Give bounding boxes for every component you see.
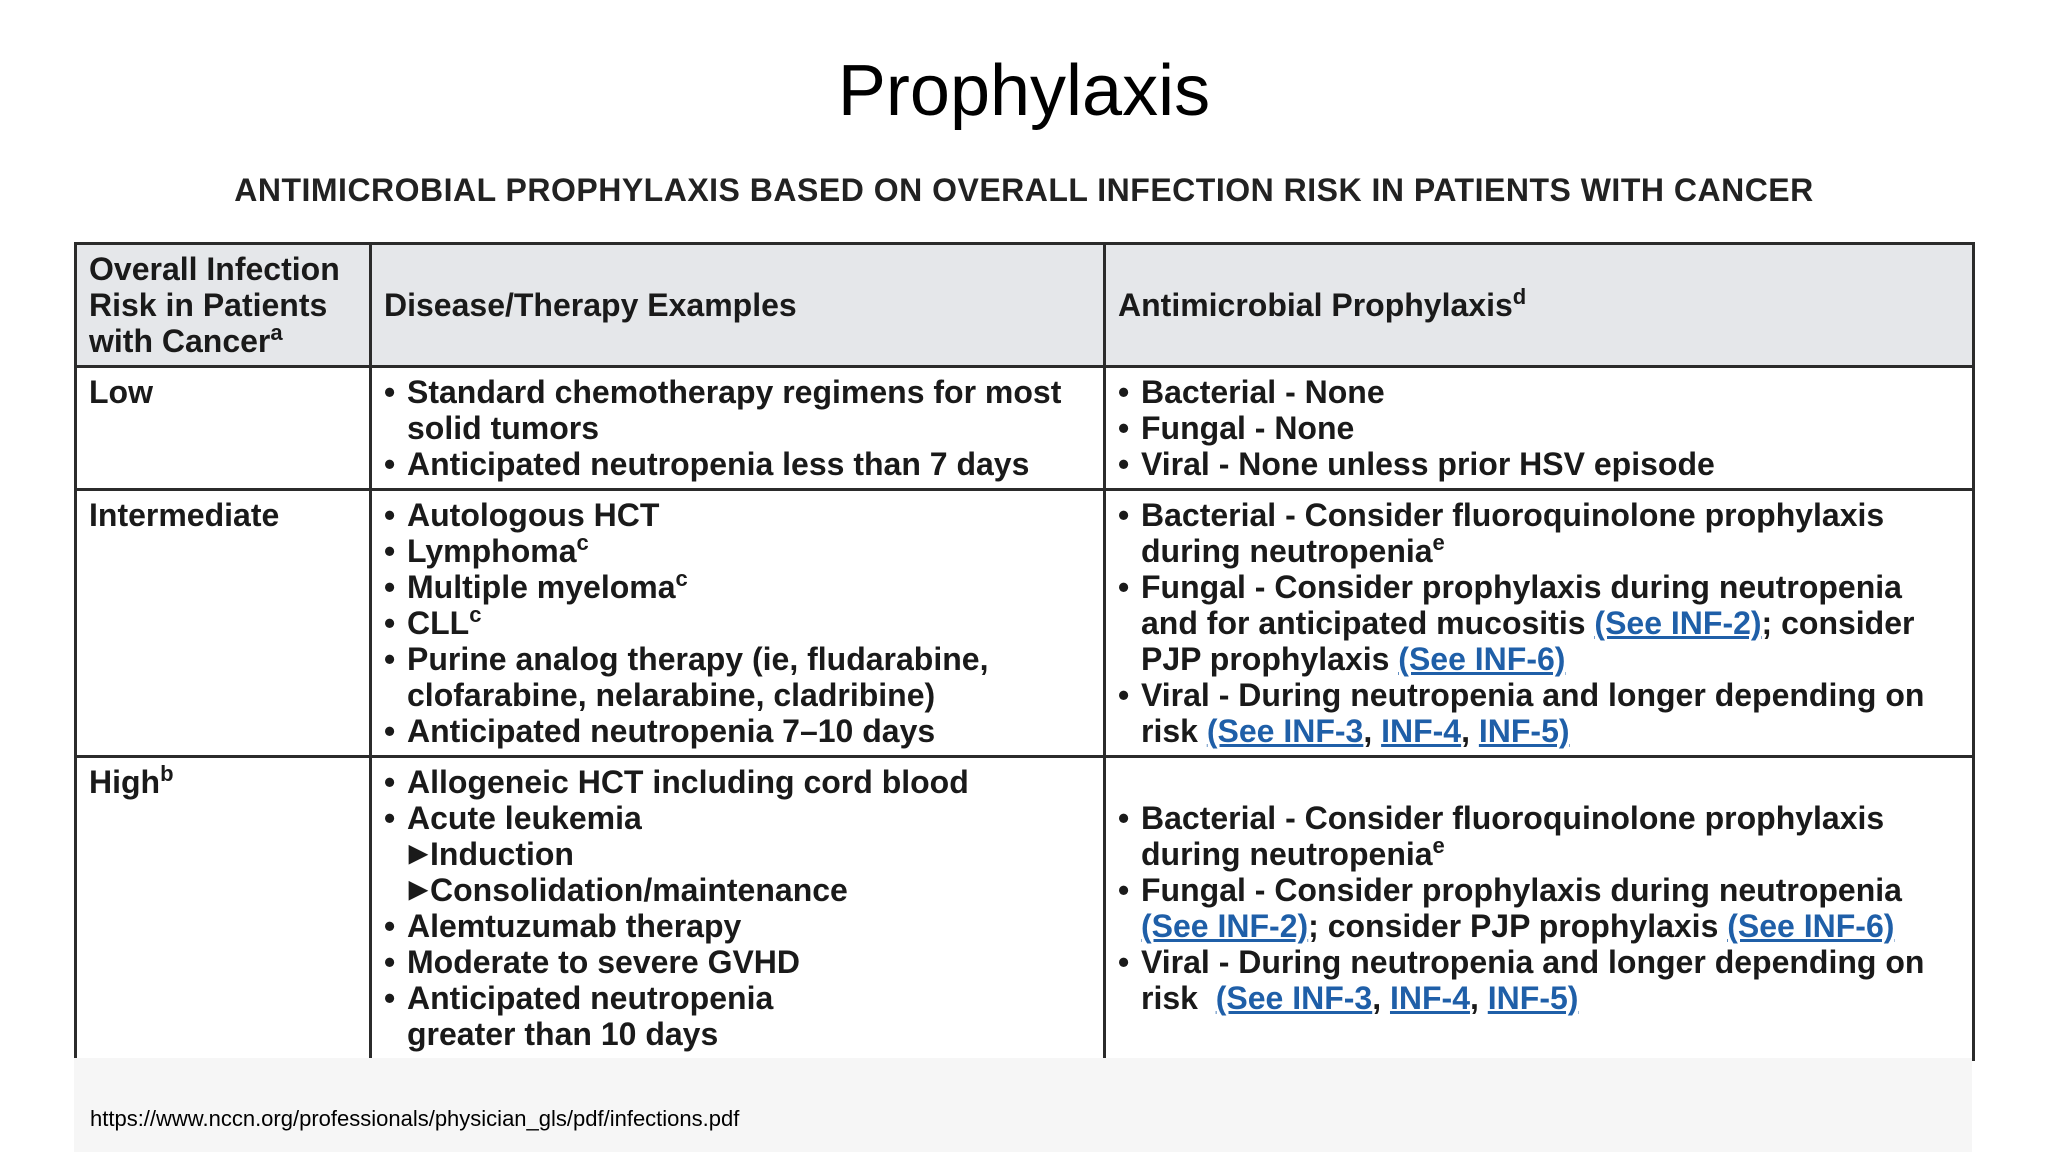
risk-cell: Intermediate <box>76 490 371 757</box>
link-inf-3[interactable]: (See INF-3 <box>1215 980 1373 1016</box>
list-item: • Viral - None unless prior HSV episode <box>1118 446 1960 482</box>
slide-title: Prophylaxis <box>837 51 1211 131</box>
list-item: • Multiple myeloma$^c$ <box>384 569 1091 605</box>
link-inf-3[interactable]: (See INF-3 <box>1206 713 1364 749</box>
table-header-row <box>76 244 1974 367</box>
list-item: • Viral - During neutropenia and longer depending on risk (See INF-3, INF-4, INF-5) <box>1118 677 1960 749</box>
table-row-intermediate <box>76 490 1974 757</box>
prophylaxis-cell <box>1105 490 1974 757</box>
list-item: • Purine analog therapy (ie, fludarabine, clofarabine, nelarabine, cladribine) <box>384 641 1091 713</box>
list-item: • Anticipated neutropenia greater than 10 days <box>384 980 827 1052</box>
footnote-marker: c <box>675 566 688 591</box>
list-item: • Bacterial - Consider fluoroquinolone prophylaxis during neutropenia$^e$ <box>1118 800 1960 872</box>
table-row-high <box>76 757 1974 1060</box>
footnote-marker: d <box>1512 284 1527 309</box>
link-inf-6[interactable]: (See INF-6) <box>1398 641 1566 677</box>
list-item: • Fungal - Consider prophylaxis during neutropenia (See INF-2); consider PJP prophylaxis (See INF-6) <box>1118 872 1960 944</box>
prophylaxis-table <box>74 242 1975 1061</box>
source-url: https://www.nccn.org/professionals/physician_gls/pdf/infections.pdf <box>90 1106 740 1131</box>
link-inf-4[interactable]: INF-4 <box>1381 713 1462 749</box>
link-inf-6[interactable]: (See INF-6) <box>1727 908 1895 944</box>
disease-cell <box>371 367 1105 490</box>
footnote-marker: e <box>1432 530 1445 555</box>
header-risk: Overall Infection Risk in Patients with Cancer$^a$ <box>76 244 371 367</box>
list-item: • Anticipated neutropenia 7–10 days <box>384 713 1091 749</box>
disease-cell <box>371 757 1105 1060</box>
list-item: • Bacterial - None <box>1118 374 1960 410</box>
list-item: • Alemtuzumab therapy <box>384 908 1091 944</box>
list-item: • Acute leukemia ▶ Induction ▶ Consolidation/maintenance <box>384 800 1091 908</box>
triangle-bullet-icon: ▶ <box>409 840 428 867</box>
footnote-marker: c <box>469 602 482 627</box>
risk-cell: High$^b$ <box>76 757 371 1060</box>
table-row-low <box>76 367 1974 490</box>
list-item: • Lymphoma$^c$ <box>384 533 1091 569</box>
list-item: • Viral - During neutropenia and longer depending on risk (See INF-3, INF-4, INF-5) <box>1118 944 1960 1016</box>
link-inf-4[interactable]: INF-4 <box>1389 980 1470 1016</box>
list-item: • Bacterial - Consider fluoroquinolone prophylaxis during neutropenia$^e$ <box>1118 497 1960 569</box>
list-item: • Standard chemotherapy regimens for most solid tumors <box>384 374 1091 446</box>
header-prophylaxis: Antimicrobial Prophylaxis$^d$ <box>1105 244 1974 367</box>
sub-list-item: ▶ Consolidation/maintenance <box>409 872 848 908</box>
spacer <box>1118 764 1960 800</box>
list-item: • Anticipated neutropenia less than 7 days <box>384 446 1091 482</box>
triangle-bullet-icon: ▶ <box>409 876 428 903</box>
footnote-marker: c <box>576 530 589 555</box>
disease-cell <box>371 490 1105 757</box>
link-inf-2[interactable]: (See INF-2) <box>1141 908 1309 944</box>
footnote-marker: a <box>270 320 283 345</box>
list-item: • Allogeneic HCT including cord blood <box>384 764 1091 800</box>
list-item: • Autologous HCT <box>384 497 1091 533</box>
header-disease: Disease/Therapy Examples <box>371 244 1105 367</box>
table-caption: ANTIMICROBIAL PROPHYLAXIS BASED ON OVERALL INFECTION RISK IN PATIENTS WITH CANCER <box>234 172 1814 208</box>
sub-list-item: ▶ Induction <box>409 836 574 872</box>
footer-band <box>74 1058 1972 1152</box>
risk-cell: Low <box>76 367 371 490</box>
list-item: • Moderate to severe GVHD <box>384 944 1091 980</box>
link-inf-5[interactable]: INF-5) <box>1487 980 1579 1016</box>
footnote-marker: e <box>1432 833 1445 858</box>
prophylaxis-cell <box>1105 757 1974 1060</box>
link-inf-2[interactable]: (See INF-2) <box>1594 605 1762 641</box>
list-item: • CLL$^c$ <box>384 605 1091 641</box>
link-inf-5[interactable]: INF-5) <box>1478 713 1570 749</box>
list-item: • Fungal - None <box>1118 410 1960 446</box>
prophylaxis-cell <box>1105 367 1974 490</box>
footnote-marker: b <box>160 761 174 786</box>
list-item: • Fungal - Consider prophylaxis during neutropenia and for anticipated mucositis (See INF-2); consider PJP prophylaxis (See INF-6) <box>1118 569 1960 677</box>
